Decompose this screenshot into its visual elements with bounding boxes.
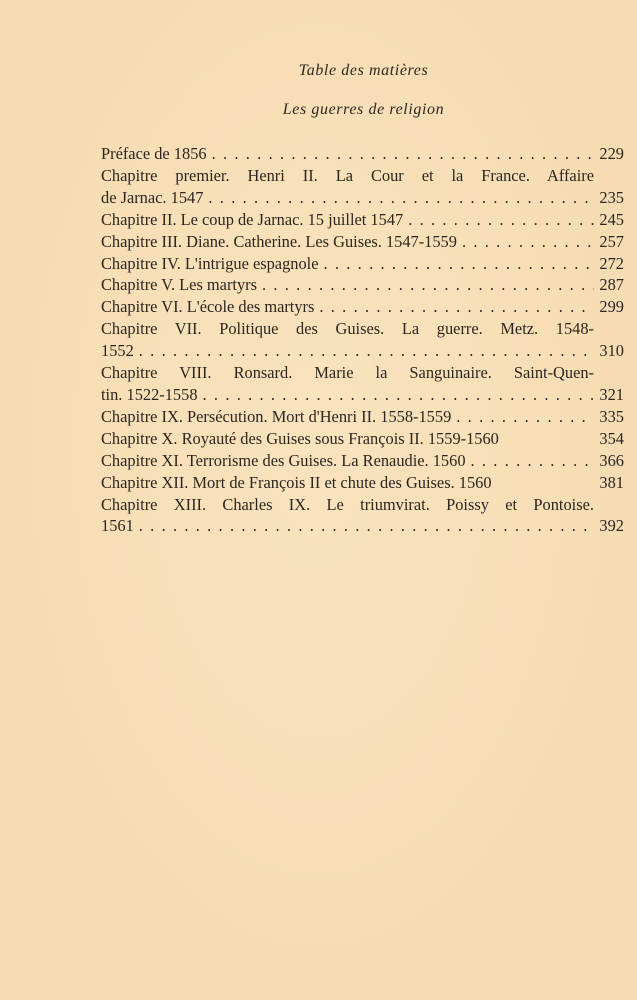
toc-page-number: 310 xyxy=(599,341,624,361)
toc-line xyxy=(101,384,624,406)
toc-entry xyxy=(101,318,624,362)
toc-line xyxy=(101,231,624,253)
toc-page-number: 245 xyxy=(599,209,624,229)
toc-entry xyxy=(101,494,624,538)
dot-leader xyxy=(319,296,594,318)
toc-page-number: 235 xyxy=(599,187,624,207)
toc-page-number: 366 xyxy=(599,450,624,470)
toc-line xyxy=(101,165,624,187)
toc-page-number: 354 xyxy=(599,428,624,448)
toc-line xyxy=(101,515,624,537)
section-title: Les guerres de religion xyxy=(282,101,445,118)
toc-entry-title: tin. 1522-1558 xyxy=(101,384,198,404)
toc-entry-title: Préface de 1856 xyxy=(101,144,207,163)
toc-line xyxy=(101,406,624,428)
toc-line xyxy=(101,340,624,362)
toc-entry xyxy=(101,253,624,275)
toc-line xyxy=(101,494,624,516)
dot-leader xyxy=(212,143,594,165)
toc-entry-title: Chapitre V. Les martyrs xyxy=(101,275,257,295)
toc-line xyxy=(101,318,624,340)
running-head: Table des matières xyxy=(298,62,429,79)
toc-entry xyxy=(101,231,624,253)
dot-leader xyxy=(262,274,594,296)
toc-entry-title: Chapitre XI. Terrorisme des Guises. La Renaudie. 1560 xyxy=(101,450,466,470)
toc-page-number: 381 xyxy=(599,472,624,492)
dot-leader xyxy=(139,515,594,537)
dot-leader xyxy=(208,187,594,209)
toc-line xyxy=(101,187,624,209)
toc-entry-title: Chapitre XII. Mort de François II et chute des Guises. 1560 xyxy=(101,472,492,492)
toc-entry xyxy=(101,362,624,406)
toc-entry-title: 1561 xyxy=(101,516,134,536)
dot-leader xyxy=(462,231,594,253)
dot-leader xyxy=(203,384,594,406)
toc-entry xyxy=(101,472,624,494)
dot-leader xyxy=(139,340,594,362)
toc-entry-title: Chapitre III. Diane. Catherine. Les Guises. 1547-1559 xyxy=(101,231,457,251)
toc-entry-title: Chapitre VI. L'école des martyrs xyxy=(101,297,315,317)
toc-entry-title: Chapitre II. Le coup de Jarnac. 15 juillet 1547 xyxy=(101,209,404,229)
toc-page-number: 229 xyxy=(599,144,624,163)
toc-entry-title: Chapitre VII. Politique des Guises. La guerre. Metz. 1548- xyxy=(101,319,594,339)
toc-line xyxy=(101,450,624,472)
toc-line xyxy=(101,296,624,318)
toc-entry xyxy=(101,296,624,318)
toc-entry xyxy=(101,165,624,209)
toc-entry xyxy=(101,428,624,450)
toc-entry xyxy=(101,450,624,472)
toc-entry-title: Chapitre IV. L'intrigue espagnole xyxy=(101,253,319,273)
toc-page-number: 287 xyxy=(599,275,624,295)
toc-entry xyxy=(101,406,624,428)
toc-page-number: 272 xyxy=(599,253,624,273)
dot-leader xyxy=(408,209,594,231)
table-of-contents xyxy=(101,143,624,537)
dot-leader xyxy=(471,450,594,472)
toc-page-number: 335 xyxy=(599,406,624,426)
toc-entry xyxy=(101,274,624,296)
toc-entry-title: de Jarnac. 1547 xyxy=(101,187,204,207)
toc-entry xyxy=(101,143,624,165)
toc-page-number: 299 xyxy=(599,297,624,317)
toc-entry-title: Chapitre X. Royauté des Guises sous François II. 1559-1560 xyxy=(101,428,499,448)
toc-page-number: 257 xyxy=(599,231,624,251)
toc-line xyxy=(101,143,624,165)
dot-leader xyxy=(324,253,595,275)
toc-line xyxy=(101,253,624,275)
toc-line xyxy=(101,472,624,494)
toc-entry-title: Chapitre XIII. Charles IX. Le triumvirat. Poissy et Pontoise. xyxy=(101,494,594,514)
toc-line xyxy=(101,362,624,384)
toc-entry-title: Chapitre VIII. Ronsard. Marie la Sanguinaire. Saint-Quen- xyxy=(101,363,594,383)
toc-line xyxy=(101,428,624,450)
toc-entry-title: Chapitre premier. Henri II. La Cour et la France. Affaire xyxy=(101,165,594,185)
toc-entry-title: Chapitre IX. Persécution. Mort d'Henri II. 1558-1559 xyxy=(101,406,452,426)
toc-entry-title: 1552 xyxy=(101,341,134,361)
toc-line xyxy=(101,274,624,296)
toc-entry xyxy=(101,209,624,231)
dot-leader xyxy=(456,406,594,428)
toc-page-number: 392 xyxy=(599,516,624,536)
toc-line xyxy=(101,209,624,231)
toc-page-number: 321 xyxy=(599,384,624,404)
